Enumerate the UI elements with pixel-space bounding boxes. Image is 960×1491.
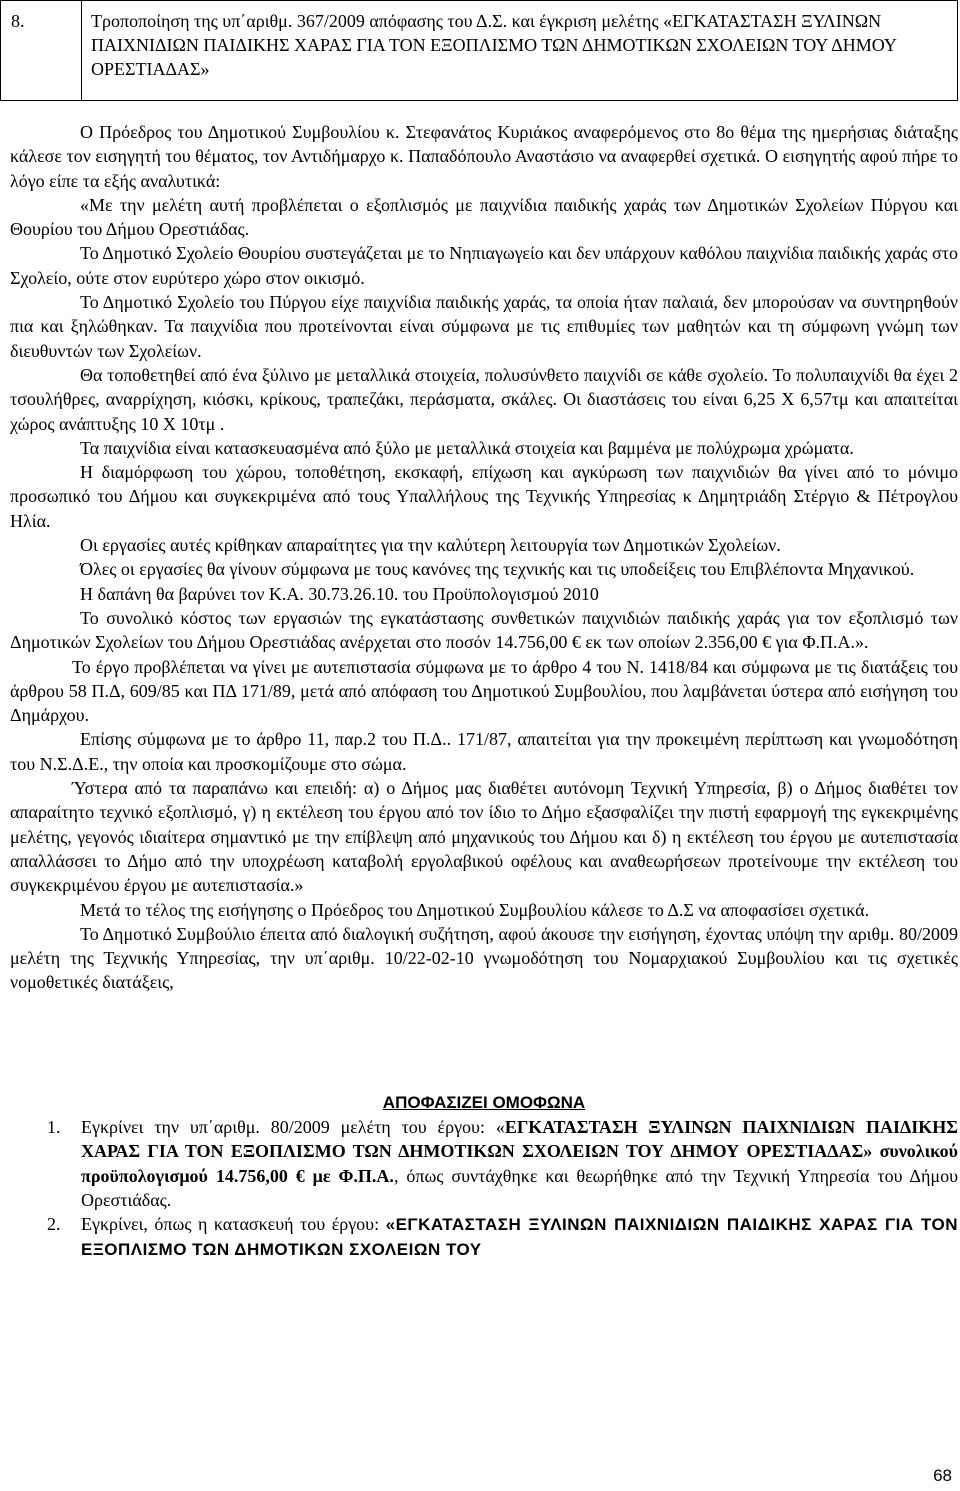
paragraph-thourio-school: Το Δημοτικό Σχολείο Θουρίου συστεγάζεται με το Νηπιαγωγείο και δεν υπάρχουν καθόλου παιχνίδια παιδικής χαράς στο Σχολείο, ούτε στον ευρύτερο χώρο στον οικισμό. xyxy=(10,243,958,288)
paragraph-total-cost: Το συνολικό κόστος των εργασιών της εγκατάστασης συνθετικών παιχνιδιών παιδικής χαράς για τον εξοπλισμό των Δημοτικών Σχολείων του Δήμου Ορεστιάδας ανέρχεται στο ποσόν 14.756,00 € εκ των οποίων 2.356,00 € για Φ.Π.Α.». xyxy=(10,607,958,653)
decision-item-1-rest: , όπως συντάχθηκε και θεωρήθηκε από την Τεχνική Υπηρεσία του Δήμου Ορεστιάδας. xyxy=(81,1165,958,1210)
decision-item-2-intro: Εγκρίνει, όπως η κατασκευή του έργου: xyxy=(81,1214,386,1235)
paragraph-after-proposal: Μετά το τέλος της εισήγησης ο Πρόεδρος του Δημοτικού Συμβουλίου κάλεσε το Δ.Σ να αποφασίσει σχετικά. xyxy=(80,899,870,920)
paragraph-budget-code: Η δαπάνη θα βαρύνει τον Κ.Α. 30.73.26.10. του Προϋπολογισμού 2010 xyxy=(80,583,599,604)
decision-item-2-number: 2. xyxy=(47,1214,61,1235)
decision-heading: ΑΠΟΦΑΣΙΖΕΙ ΟΜΟΦΩΝΑ xyxy=(382,1092,586,1112)
paragraph-nsde-opinion: Επίσης σύμφωνα με το άρθρο 11, παρ.2 του Π.Δ.. 171/87, απαιτείται για την προκειμένη περίπτωση και γνωμοδότηση του Ν.Σ.Δ.Ε., την οποία και προσκομίζουμε στο σώμα. xyxy=(10,729,958,774)
paragraph-pyrgos-school: Το Δημοτικό Σχολείο του Πύργου είχε παιχνίδια παιδικής χαράς, τα οποία ήταν παλαιά, δεν μπορούσαν να συντηρηθούν πια και ξηλώθηκαν. Τα παιχνίδια που προτείνονται είναι σύμφωνα με τις επιθυμίες των μαθητών και τη σύμφωνη γνώμη των διευθυντών των Σχολείων. xyxy=(10,292,958,361)
paragraph-legal-basis: Το έργο προβλέπεται να γίνει με αυτεπιστασία σύμφωνα με το άρθρο 4 του Ν. 1418/84 και σύμφωνα με τις διατάξεις του άρθρου 58 Π.Δ, 609/85 και ΠΔ 171/89, μετά από απόφαση του Δημοτικού Συμβουλίου, που λαμβάνεται ύστερα από εισήγηση του Δημάρχου. xyxy=(10,656,958,726)
paragraph-necessity: Οι εργασίες αυτές κρίθηκαν απαραίτητες για την καλύτερη λειτουργία των Δημοτικών Σχολείων. xyxy=(80,535,781,556)
decision-item-1-project: ΕΓΚΑΤΑΣΤΑΣΗ ΞΥΛΙΝΩΝ ΠΑΙΧΝΙΔΙΩΝ ΠΑΙΔΙΚΗΣ ΧΑΡΑΣ ΓΙΑ ΤΟΝ ΕΞΟΠΛΙΣΜΟ ΤΩΝ ΔΗΜΟΤΙΚΩΝ ΣΧΟΛΕΙΩΝ ΤΟΥ ΔΗΜΟΥ ΟΡΕΣΤΙΑΔΑΣ» συνολικού προϋπολογισμού 14.756,00 € με Φ.Π.Α. xyxy=(81,1116,959,1186)
paragraph-playground-equipment: Θα τοποθετηθεί από ένα ξύλινο με μεταλλικά στοιχεία, πολυσύνθετο παιχνίδι σε κάθε σχολείο. Το πολυπαιχνίδι θα έχει 2 τσουλήθρες, αναρρίχηση, κιόσκι, κρίκους, τραπεζάκι, περάσματα, σκάλες. Οι διαστάσεις του είναι 6,25 Χ 6,57τμ και απαιτείται χώρος ανάπτυξης 10 Χ 10τμ . xyxy=(10,364,958,434)
agenda-item-title: Τροποποίηση της υπ΄αριθμ. 367/2009 απόφασης του Δ.Σ. και έγκριση μελέτης «ΕΓΚΑΤΑΣΤΑΣΗ ΞΥΛΙΝΩΝ ΠΑΙΧΝΙΔΙΩΝ ΠΑΙΔΙΚΗΣ ΧΑΡΑΣ ΓΙΑ ΤΟΝ ΕΞΟΠΛΙΣΜΟ ΤΩΝ ΔΗΜΟΤΙΚΩΝ ΣΧΟΛΕΙΩΝ ΤΟΥ ΔΗΜΟΥ ΟΡΕΣΤΙΑΔΑΣ» xyxy=(91,11,897,79)
paragraph-intro: Ο Πρόεδρος του Δημοτικού Συμβουλίου κ. Στεφανάτος Κυριάκος αναφερόμενος στο 8ο θέμα της ημερήσιας διάταξης κάλεσε τον εισηγητή του θέματος, τον Αντιδήμαρχο κ. Παπαδόπουλο Αναστάσιο να αναφερθεί σχετικά. Ο εισηγητής αφού πήρε το λόγο είπε τα εξής αναλυτικά: xyxy=(10,122,958,191)
paragraph-reasons: Ύστερα από τα παραπάνω και επειδή: α) ο Δήμος μας διαθέτει αυτόνομη Τεχνική Υπηρεσία, β) ο Δήμος διαθέτει τον απαραίτητο τεχνικό εξοπλισμό, γ) η εκτέλεση του έργου από τον ίδιο το Δήμο εξασφαλίζει την πιστή εφαρμογή της εγκεκριμένης μελέτης, γεγονός ιδιαίτερα σημαντικό με την επίβλεψη από μηχανικούς του Δήμου και δ) η εκτέλεση του έργου με αυτεπιστασία απαλλάσσει το Δήμο από την υποχρέωση καταβολή εργολαβικού οφέλους και αναθεωρήσεων προτείνουμε την εκτέλεση του συγκεκριμένου έργου με αυτεπιστασία.» xyxy=(10,778,958,896)
vertical-spacer xyxy=(10,995,958,1091)
paragraph-technical-rules: Όλες οι εργασίες θα γίνουν σύμφωνα με τους κανόνες της τεχνικής και τις υποδείξεις του Επιβλέποντα Μηχανικού. xyxy=(80,559,915,580)
paragraph-council-deliberation: Το Δημοτικό Συμβούλιο έπειτα από διαλογική συζήτηση, αφού άκουσε την εισήγηση, έχοντας υπόψη την αριθμ. 80/2009 μελέτη της Τεχνικής Υπηρεσίας, την υπ΄αριθμ. 10/22-02-10 γνωμοδότηση του Νομαρχιακού Συμβουλίου και τις σχετικές νομοθετικές διατάξεις, xyxy=(10,923,958,993)
document-body xyxy=(10,120,958,1263)
page-number: 68 xyxy=(933,1466,952,1485)
decision-item-1 xyxy=(10,1115,958,1212)
header-divider xyxy=(81,1,82,101)
decision-item-1-number: 1. xyxy=(47,1116,61,1137)
paragraph-installation: Η διαμόρφωση του χώρου, τοποθέτηση, εκσκαφή, επίχωση και αγκύρωση των παιχνιδιών θα γίνει από το μόνιμο προσωπικό του Δήμου και συγκεκριμένα από τους Υπαλλήλους της Τεχνικής Υπηρεσίας κ Δημητριάδη Στέργιο & Πέτρογλου Ηλία. xyxy=(10,462,958,531)
paragraph-study: «Με την μελέτη αυτή προβλέπεται ο εξοπλισμός με παιχνίδια παιδικής χαράς των Δημοτικών Σχολείων Πύργου και Θουρίου του Δήμου Ορεστιάδας. xyxy=(10,194,958,240)
decision-item-2-project: «ΕΓΚΑΤΑΣΤΑΣΗ ΞΥΛΙΝΩΝ ΠΑΙΧΝΙΔΙΩΝ ΠΑΙΔΙΚΗΣ ΧΑΡΑΣ ΓΙΑ ΤΟΝ ΕΞΟΠΛΙΣΜΟ ΤΩΝ ΔΗΜΟΤΙΚΩΝ ΣΧΟΛΕΙΩΝ ΤΟΥ xyxy=(81,1215,958,1260)
paragraph-materials: Τα παιχνίδια είναι κατασκευασμένα από ξύλο με μεταλλικά στοιχεία και βαμμένα με πολύχρωμα χρώματα. xyxy=(80,437,854,458)
agenda-item-number: 8. xyxy=(11,11,25,31)
decision-item-1-intro: Εγκρίνει την υπ΄αριθμ. 80/2009 μελέτη του έργου: « xyxy=(81,1116,505,1137)
decision-item-2 xyxy=(10,1212,958,1263)
agenda-item-header xyxy=(0,0,958,101)
